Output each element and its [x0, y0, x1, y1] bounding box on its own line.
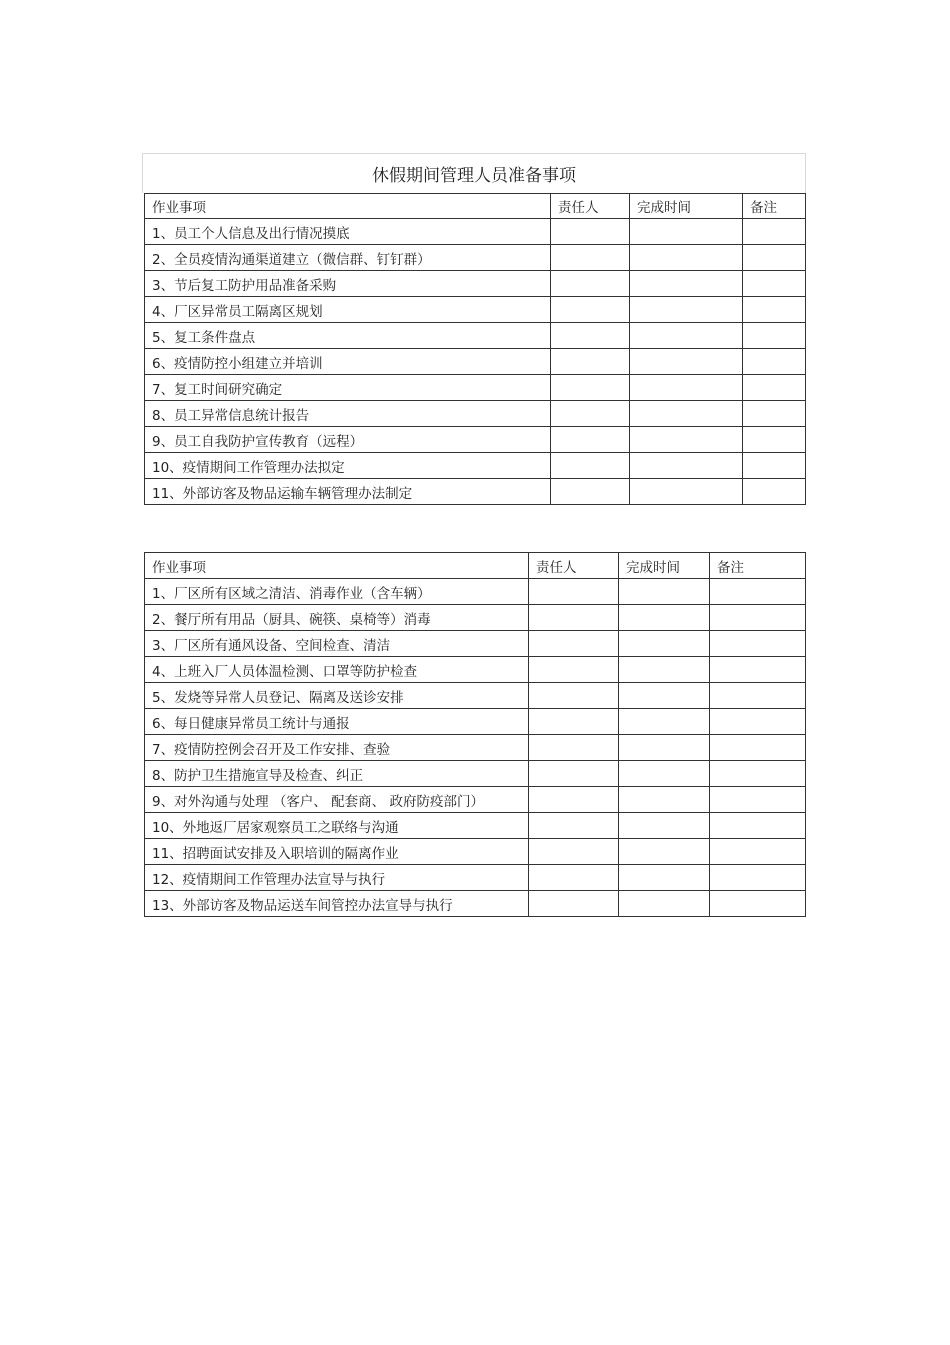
header-remark: 备注 — [743, 194, 806, 219]
task-cell: 7、疫情防控例会召开及工作安排、查验 — [145, 735, 529, 761]
task-cell: 6、疫情防控小组建立并培训 — [145, 349, 551, 375]
header-remark: 备注 — [710, 553, 806, 579]
remark-cell[interactable] — [743, 349, 806, 375]
task-cell: 3、厂区所有通风设备、空间检查、清洁 — [145, 631, 529, 657]
deadline-cell[interactable] — [619, 865, 710, 891]
preparation-table — [144, 193, 806, 505]
header-row — [145, 194, 806, 219]
owner-cell[interactable] — [551, 323, 630, 349]
table-row — [145, 787, 806, 813]
remark-cell[interactable] — [743, 479, 806, 505]
remark-cell[interactable] — [743, 375, 806, 401]
prevention-table — [144, 552, 806, 917]
table-row — [145, 401, 806, 427]
deadline-cell[interactable] — [630, 479, 743, 505]
deadline-cell[interactable] — [619, 839, 710, 865]
owner-cell[interactable] — [529, 605, 619, 631]
remark-cell[interactable] — [710, 761, 806, 787]
task-cell: 4、厂区异常员工隔离区规划 — [145, 297, 551, 323]
table-row — [145, 219, 806, 245]
owner-cell[interactable] — [529, 787, 619, 813]
remark-cell[interactable] — [710, 683, 806, 709]
table-row — [145, 479, 806, 505]
owner-cell[interactable] — [551, 297, 630, 323]
table-row — [145, 683, 806, 709]
header-deadline: 完成时间 — [630, 194, 743, 219]
remark-cell[interactable] — [743, 219, 806, 245]
owner-cell[interactable] — [529, 891, 619, 917]
task-cell: 2、餐厅所有用品（厨具、碗筷、桌椅等）消毒 — [145, 605, 529, 631]
task-cell: 11、外部访客及物品运输车辆管理办法制定 — [145, 479, 551, 505]
deadline-cell[interactable] — [630, 219, 743, 245]
task-cell: 8、防护卫生措施宣导及检查、纠正 — [145, 761, 529, 787]
remark-cell[interactable] — [710, 891, 806, 917]
task-cell: 2、全员疫情沟通渠道建立（微信群、钉钉群） — [145, 245, 551, 271]
deadline-cell[interactable] — [630, 245, 743, 271]
table-row — [145, 891, 806, 917]
table-row — [145, 735, 806, 761]
table-row — [145, 761, 806, 787]
deadline-cell[interactable] — [619, 735, 710, 761]
table-row — [145, 375, 806, 401]
table-row — [145, 631, 806, 657]
deadline-cell[interactable] — [630, 375, 743, 401]
header-task: 作业事项 — [145, 194, 551, 219]
task-cell: 3、节后复工防护用品准备采购 — [145, 271, 551, 297]
owner-cell[interactable] — [551, 479, 630, 505]
header-task: 作业事项 — [145, 553, 529, 579]
task-cell: 8、员工异常信息统计报告 — [145, 401, 551, 427]
remark-cell[interactable] — [710, 735, 806, 761]
remark-cell[interactable] — [710, 813, 806, 839]
table-row — [145, 657, 806, 683]
deadline-cell[interactable] — [619, 683, 710, 709]
remark-cell[interactable] — [743, 401, 806, 427]
task-cell: 6、每日健康异常员工统计与通报 — [145, 709, 529, 735]
owner-cell[interactable] — [551, 349, 630, 375]
deadline-cell[interactable] — [619, 657, 710, 683]
remark-cell[interactable] — [710, 605, 806, 631]
deadline-cell[interactable] — [619, 787, 710, 813]
table-row — [145, 453, 806, 479]
remark-cell[interactable] — [743, 271, 806, 297]
table-row — [145, 245, 806, 271]
remark-cell[interactable] — [743, 297, 806, 323]
task-cell: 11、招聘面试安排及入职培训的隔离作业 — [145, 839, 529, 865]
deadline-cell[interactable] — [630, 349, 743, 375]
header-owner: 责任人 — [529, 553, 619, 579]
task-cell: 5、发烧等异常人员登记、隔离及送诊安排 — [145, 683, 529, 709]
owner-cell[interactable] — [529, 683, 619, 709]
table-row — [145, 579, 806, 605]
deadline-cell[interactable] — [619, 631, 710, 657]
header-owner: 责任人 — [551, 194, 630, 219]
task-cell: 5、复工条件盘点 — [145, 323, 551, 349]
owner-cell[interactable] — [529, 839, 619, 865]
table-row — [145, 605, 806, 631]
table-row — [145, 427, 806, 453]
remark-cell[interactable] — [743, 245, 806, 271]
table-row — [145, 297, 806, 323]
deadline-cell[interactable] — [619, 891, 710, 917]
deadline-cell[interactable] — [619, 605, 710, 631]
owner-cell[interactable] — [529, 735, 619, 761]
table-row — [145, 709, 806, 735]
table-row — [145, 349, 806, 375]
task-cell: 12、疫情期间工作管理办法宣导与执行 — [145, 865, 529, 891]
remark-cell[interactable] — [710, 787, 806, 813]
task-cell: 13、外部访客及物品运送车间管控办法宣导与执行 — [145, 891, 529, 917]
owner-cell[interactable] — [529, 865, 619, 891]
owner-cell[interactable] — [551, 453, 630, 479]
owner-cell[interactable] — [551, 427, 630, 453]
task-cell: 10、外地返厂居家观察员工之联络与沟通 — [145, 813, 529, 839]
remark-cell[interactable] — [710, 579, 806, 605]
deadline-cell[interactable] — [630, 271, 743, 297]
owner-cell[interactable] — [551, 245, 630, 271]
remark-cell[interactable] — [743, 453, 806, 479]
remark-cell[interactable] — [710, 865, 806, 891]
table-row — [145, 865, 806, 891]
remark-cell[interactable] — [743, 323, 806, 349]
owner-cell[interactable] — [551, 401, 630, 427]
owner-cell[interactable] — [529, 709, 619, 735]
document-title: 休假期间管理人员准备事项 — [142, 153, 806, 193]
table-row — [145, 839, 806, 865]
owner-cell[interactable] — [529, 631, 619, 657]
deadline-cell[interactable] — [619, 813, 710, 839]
task-cell: 4、上班入厂人员体温检测、口罩等防护检查 — [145, 657, 529, 683]
deadline-cell[interactable] — [619, 579, 710, 605]
owner-cell[interactable] — [551, 219, 630, 245]
header-row — [145, 553, 806, 579]
header-deadline: 完成时间 — [619, 553, 710, 579]
deadline-cell[interactable] — [630, 401, 743, 427]
remark-cell[interactable] — [743, 427, 806, 453]
task-cell: 1、厂区所有区域之清洁、消毒作业（含车辆） — [145, 579, 529, 605]
table-row — [145, 323, 806, 349]
deadline-cell[interactable] — [619, 761, 710, 787]
owner-cell[interactable] — [529, 579, 619, 605]
owner-cell[interactable] — [529, 813, 619, 839]
deadline-cell[interactable] — [630, 297, 743, 323]
owner-cell[interactable] — [551, 375, 630, 401]
owner-cell[interactable] — [529, 657, 619, 683]
remark-cell[interactable] — [710, 839, 806, 865]
table-row — [145, 813, 806, 839]
deadline-cell[interactable] — [630, 323, 743, 349]
task-cell: 10、疫情期间工作管理办法拟定 — [145, 453, 551, 479]
remark-cell[interactable] — [710, 631, 806, 657]
task-cell: 1、员工个人信息及出行情况摸底 — [145, 219, 551, 245]
task-cell: 9、对外沟通与处理 （客户、 配套商、 政府防疫部门） — [145, 787, 529, 813]
task-cell: 7、复工时间研究确定 — [145, 375, 551, 401]
deadline-cell[interactable] — [619, 709, 710, 735]
remark-cell[interactable] — [710, 709, 806, 735]
task-cell: 9、员工自我防护宣传教育（远程） — [145, 427, 551, 453]
remark-cell[interactable] — [710, 657, 806, 683]
owner-cell[interactable] — [551, 271, 630, 297]
table-row — [145, 271, 806, 297]
deadline-cell[interactable] — [630, 453, 743, 479]
deadline-cell[interactable] — [630, 427, 743, 453]
owner-cell[interactable] — [529, 761, 619, 787]
